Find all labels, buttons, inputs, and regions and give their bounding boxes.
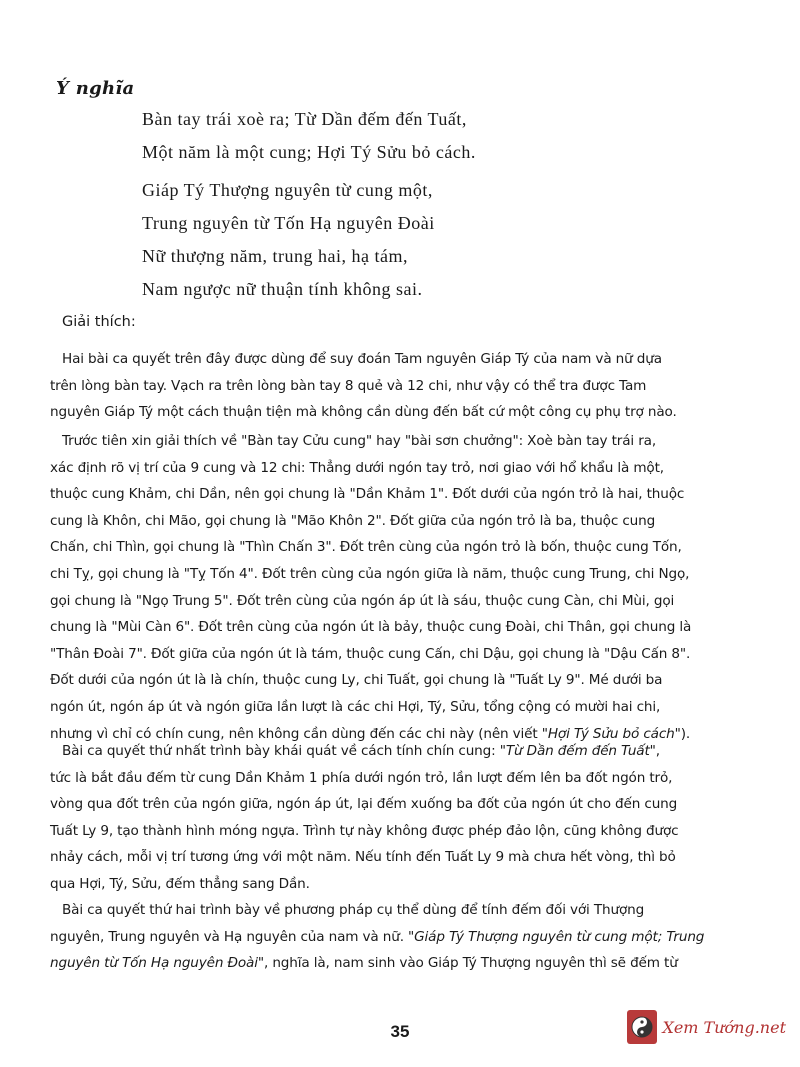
text-run: Bài ca quyết thứ nhất trình bày khái quát về cách tính chín cung: ": [62, 743, 506, 759]
paragraph-line: Bài ca quyết thứ hai trình bày về phương pháp cụ thể dùng để tính đếm đối với Thượng: [62, 902, 645, 918]
verse-line: Bàn tay trái xoè ra; Từ Dần đếm đến Tuất,: [142, 109, 467, 129]
text-run: ",: [649, 743, 660, 759]
paragraph-line: thuộc cung Khảm, chi Dần, nên gọi chung là "Dần Khảm 1". Đốt dưới của ngón trỏ là hai, thuộc: [50, 486, 685, 503]
verse-stanza-2: [142, 174, 435, 306]
verse-line: Nữ thượng năm, trung hai, hạ tám,: [142, 246, 408, 266]
text-run: nhưng vì chỉ có chín cung, nên không cần dùng đến các chi này (nên viết ": [50, 725, 548, 742]
paragraph-line: gọi chung là "Ngọ Trung 5". Đốt trên cùng của ngón áp út là sáu, thuộc cung Càn, chi Mùi, gọi: [50, 592, 675, 609]
text-run: ", nghĩa là, nam sinh vào Giáp Tý Thượng nguyên thì sẽ đếm từ: [257, 955, 678, 972]
verse-line: Một năm là một cung; Hợi Tý Sửu bỏ cách.: [142, 142, 476, 162]
paragraph-line: "Thân Đoài 7". Đốt giữa của ngón út là tám, thuộc cung Cấn, chi Dậu, gọi chung là "Dậu Cấn 8".: [50, 645, 691, 662]
paragraph-line: cung là Khôn, chi Mão, gọi chung là "Mão Khôn 2". Đốt giữa của ngón trỏ là ba, thuộc cung: [50, 512, 656, 529]
verse-line: Nam ngược nữ thuận tính không sai.: [142, 279, 423, 299]
paragraph-line-mixed: [50, 950, 750, 977]
paragraph-line: Hai bài ca quyết trên đây được dùng để suy đoán Tam nguyên Giáp Tý của nam và nữ dựa: [62, 351, 662, 367]
verse-line: Trung nguyên từ Tốn Hạ nguyên Đoài: [142, 213, 435, 233]
paragraph-line: Chấn, chi Thìn, gọi chung là "Thìn Chấn 3". Đốt trên cùng của ngón trỏ là bốn, thuộc cung Tốn,: [50, 539, 682, 556]
italic-quote: Từ Dần đếm đến Tuất: [505, 743, 650, 759]
paragraph-4: [50, 897, 750, 977]
paragraph-2: [50, 428, 750, 747]
watermark-text: Xem Tướng.net: [662, 1017, 786, 1037]
paragraph-line: Tuất Ly 9, tạo thành hình móng ngựa. Trình tự này không được phép đảo lộn, cũng không được: [50, 822, 679, 839]
paragraph-1: [50, 346, 750, 426]
text-run: ").: [674, 725, 691, 742]
paragraph-line: vòng qua đốt trên của ngón giữa, ngón áp út, lại đếm xuống ba đốt của ngón út cho đến cung: [50, 796, 678, 813]
paragraph-line-mixed: [50, 738, 750, 765]
paragraph-line: Đốt dưới của ngón út là là chín, thuộc cung Ly, chi Tuất, gọi chung là "Tuất Ly 9". Mé dưới ba: [50, 672, 663, 689]
text-run: nguyên, Trung nguyên và Hạ nguyên của nam và nữ. ": [50, 928, 415, 945]
yin-yang-icon: [627, 1010, 657, 1044]
paragraph-line: xác định rõ vị trí của 9 cung và 12 chi: Thẳng dưới ngón tay trỏ, nơi giao với hổ khẩu là một,: [50, 459, 664, 476]
paragraph-line: nguyên Giáp Tý một cách thuận tiện mà không cần dùng đến bất cứ một công cụ phụ trợ nào.: [50, 404, 677, 421]
paragraph-line-mixed: [50, 924, 750, 951]
paragraph-line: chi Tỵ, gọi chung là "Tỵ Tốn 4". Đốt trên cùng của ngón giữa là năm, thuộc cung Trung, chi Ngọ,: [50, 565, 690, 582]
explanation-label: Giải thích:: [62, 314, 136, 330]
verse-stanza-1: [142, 103, 476, 169]
italic-quote: Hợi Tý Sửu bỏ cách: [547, 725, 675, 742]
paragraph-line: nhảy cách, mỗi vị trí tương ứng với một năm. Nếu tính đến Tuất Ly 9 mà chưa hết vòng, thì bỏ: [50, 849, 676, 866]
paragraph-line: trên lòng bàn tay. Vạch ra trên lòng bàn tay 8 quẻ và 12 chi, như vậy có thể tra được Tam: [50, 377, 647, 394]
paragraph-3: [50, 738, 750, 898]
paragraph-line: tức là bắt đầu đếm từ cung Dần Khảm 1 phía dưới ngón trỏ, lần lượt đếm lên ba đốt ngón trỏ,: [50, 769, 673, 786]
paragraph-line: ngón út, ngón áp út và ngón giữa lần lượt là các chi Hợi, Tý, Sửu, tổng cộng có mười hai chi,: [50, 698, 661, 715]
paragraph-line: chung là "Mùi Càn 6". Đốt trên cùng của ngón út là bảy, thuộc cung Đoài, chi Thân, gọi chung là: [50, 619, 692, 636]
italic-quote: nguyên từ Tốn Hạ nguyên Đoài: [50, 955, 258, 972]
paragraph-line: Trước tiên xin giải thích về "Bàn tay Cửu cung" hay "bài sơn chưởng": Xoè bàn tay trái ra,: [62, 433, 657, 449]
italic-quote: Giáp Tý Thượng nguyên từ cung một; Trung: [414, 928, 705, 945]
page-number: 35: [390, 1022, 410, 1041]
paragraph-line: qua Hợi, Tý, Sửu, đếm thẳng sang Dần.: [50, 875, 310, 892]
section-title: Ý nghĩa: [56, 78, 135, 99]
verse-line: Giáp Tý Thượng nguyên từ cung một,: [142, 180, 433, 200]
site-watermark[interactable]: [627, 1010, 786, 1044]
